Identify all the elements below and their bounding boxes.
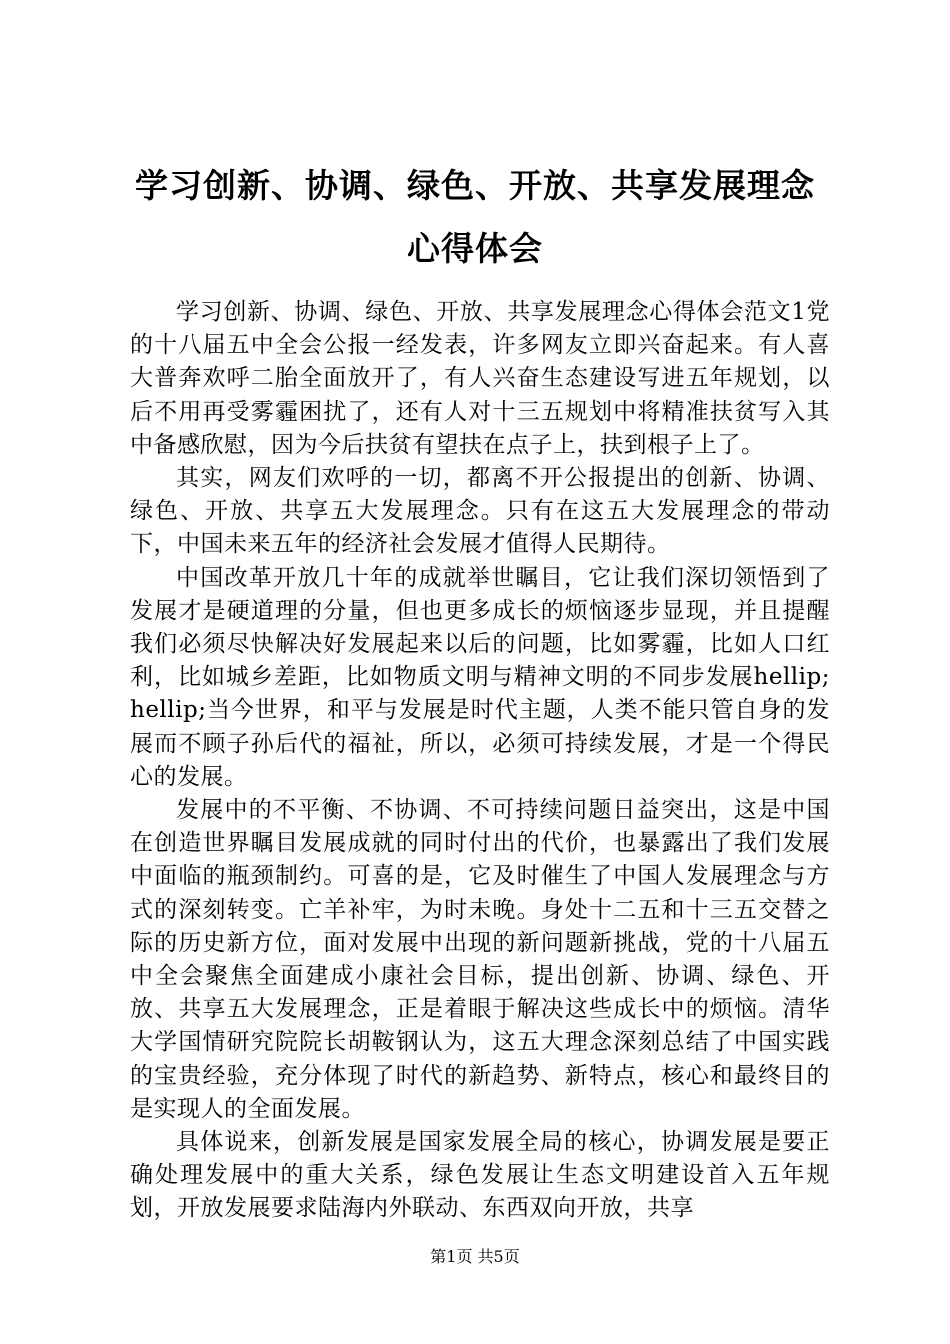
document-title-line-1: 学习创新、协调、绿色、开放、共享发展理念 xyxy=(135,166,815,205)
paragraph-2: 其实，网友们欢呼的一切，都离不开公报提出的创新、协调、绿色、开放、共享五大发展理念。只有在这五大发展理念的带动下，中国未来五年的经济社会发展才值得人民期待。 xyxy=(130,465,830,558)
document-body xyxy=(130,296,830,1226)
paragraph-5: 具体说来，创新发展是国家发展全局的核心，协调发展是要正确处理发展中的重大关系，绿色发展让生态文明建设首入五年规划，开放发展要求陆海内外联动、东西双向开放，共享 xyxy=(130,1129,830,1222)
paragraph-1: 学习创新、协调、绿色、开放、共享发展理念心得体会范文1党的十八届五中全会公报一经发表，许多网友立即兴奋起来。有人喜大普奔欢呼二胎全面放开了，有人兴奋生态建设写进五年规划，以后不用再受雾霾困扰了，还有人对十三五规划中将精准扶贫写入其中备感欣慰，因为今后扶贫有望扶在点子上，扶到根子上了。 xyxy=(130,299,830,458)
paragraph-3: 中国改革开放几十年的成就举世瞩目，它让我们深切领悟到了发展才是硬道理的分量，但也更多成长的烦恼逐步显现，并且提醒我们必须尽快解决好发展起来以后的问题，比如雾霾，比如人口红利，比如城乡差距，比如物质文明与精神文明的不同步发展hellip;hellip;当今世界，和平与发展是时代主题，人类不能只管自身的发展而不顾子孙后代的福祉，所以，必须可持续发展，才是一个得民心的发展。 xyxy=(130,564,830,790)
document-title-line-2: 心得体会 xyxy=(407,229,543,268)
paragraph-4: 发展中的不平衡、不协调、不可持续问题日益突出，这是中国在创造世界瞩目发展成就的同时付出的代价，也暴露出了我们发展中面临的瓶颈制约。可喜的是，它及时催生了中国人发展理念与方式的深刻转变。亡羊补牢，为时未晚。身处十二五和十三五交替之际的历史新方位，面对发展中出现的新问题新挑战，党的十八届五中全会聚焦全面建成小康社会目标，提出创新、协调、绿色、开放、共享五大发展理念，正是着眼于解决这些成长中的烦恼。清华大学国情研究院院长胡鞍钢认为，这五大理念深刻总结了中国实践的宝贵经验，充分体现了时代的新趋势、新特点，核心和最终目的是实现人的全面发展。 xyxy=(130,797,830,1122)
page-footer: 第1页 共5页 xyxy=(430,1247,520,1266)
